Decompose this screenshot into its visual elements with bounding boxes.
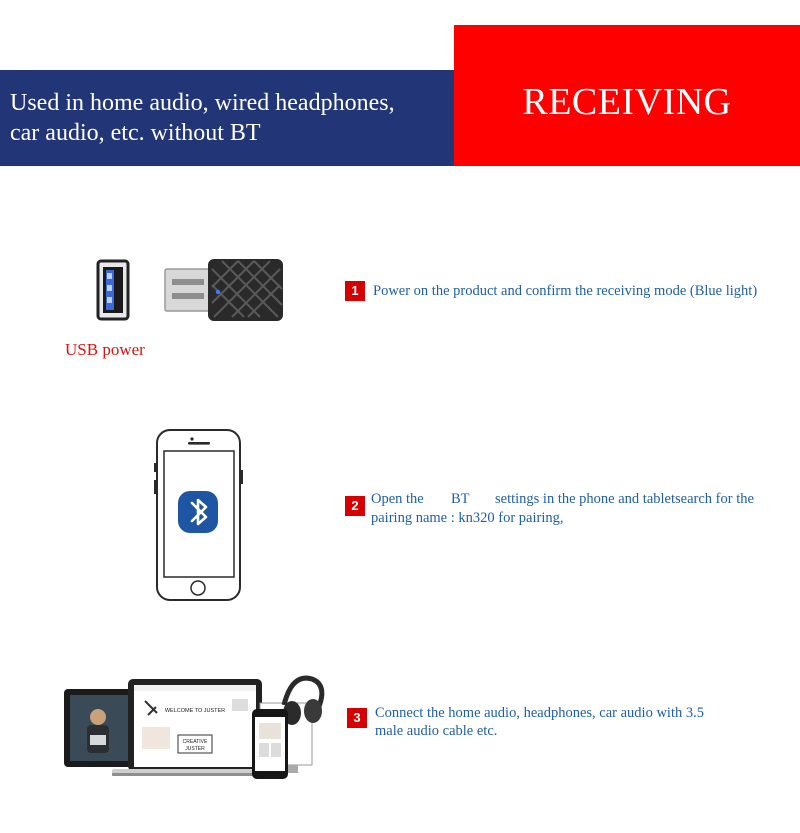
phone-bluetooth-icon bbox=[150, 425, 246, 605]
usb-port-icon bbox=[98, 261, 128, 319]
smartphone-icon bbox=[252, 709, 288, 779]
usb-power-label: USB power bbox=[65, 340, 145, 359]
welcome-text: WELCOME TO JUSTER bbox=[164, 708, 226, 714]
step-1-text: Power on the product and confirm the receiving mode (Blue light) bbox=[373, 283, 758, 299]
step-3-line1: Connect the home audio, headphones, car audio with 3.5 bbox=[375, 705, 704, 721]
step-3-line2: male audio cable etc. bbox=[375, 723, 498, 739]
usb-adapter-icon bbox=[90, 255, 290, 325]
step-2-line2: pairing name : kn320 for pairing, bbox=[371, 510, 564, 526]
step-2-badge: 2 bbox=[345, 496, 365, 516]
creative-text: CREATIVE bbox=[182, 739, 208, 745]
step-1-badge: 1 bbox=[345, 281, 365, 301]
step-2-line1-b: settings in the phone and tabletsearch for the bbox=[495, 491, 754, 507]
bt-dongle-icon bbox=[165, 259, 283, 321]
tablet-icon bbox=[64, 689, 134, 767]
juster-text: JUSTER bbox=[185, 746, 205, 752]
devices-icon bbox=[60, 665, 330, 790]
step-2-line1-a: Open the bbox=[371, 491, 424, 507]
header-title: RECEIVING bbox=[522, 81, 732, 123]
step-3-badge: 3 bbox=[347, 708, 367, 728]
header-subtitle: Used in home audio, wired headphones, car audio, etc. without BT bbox=[10, 90, 395, 146]
step-2-bt: BT bbox=[451, 491, 470, 507]
